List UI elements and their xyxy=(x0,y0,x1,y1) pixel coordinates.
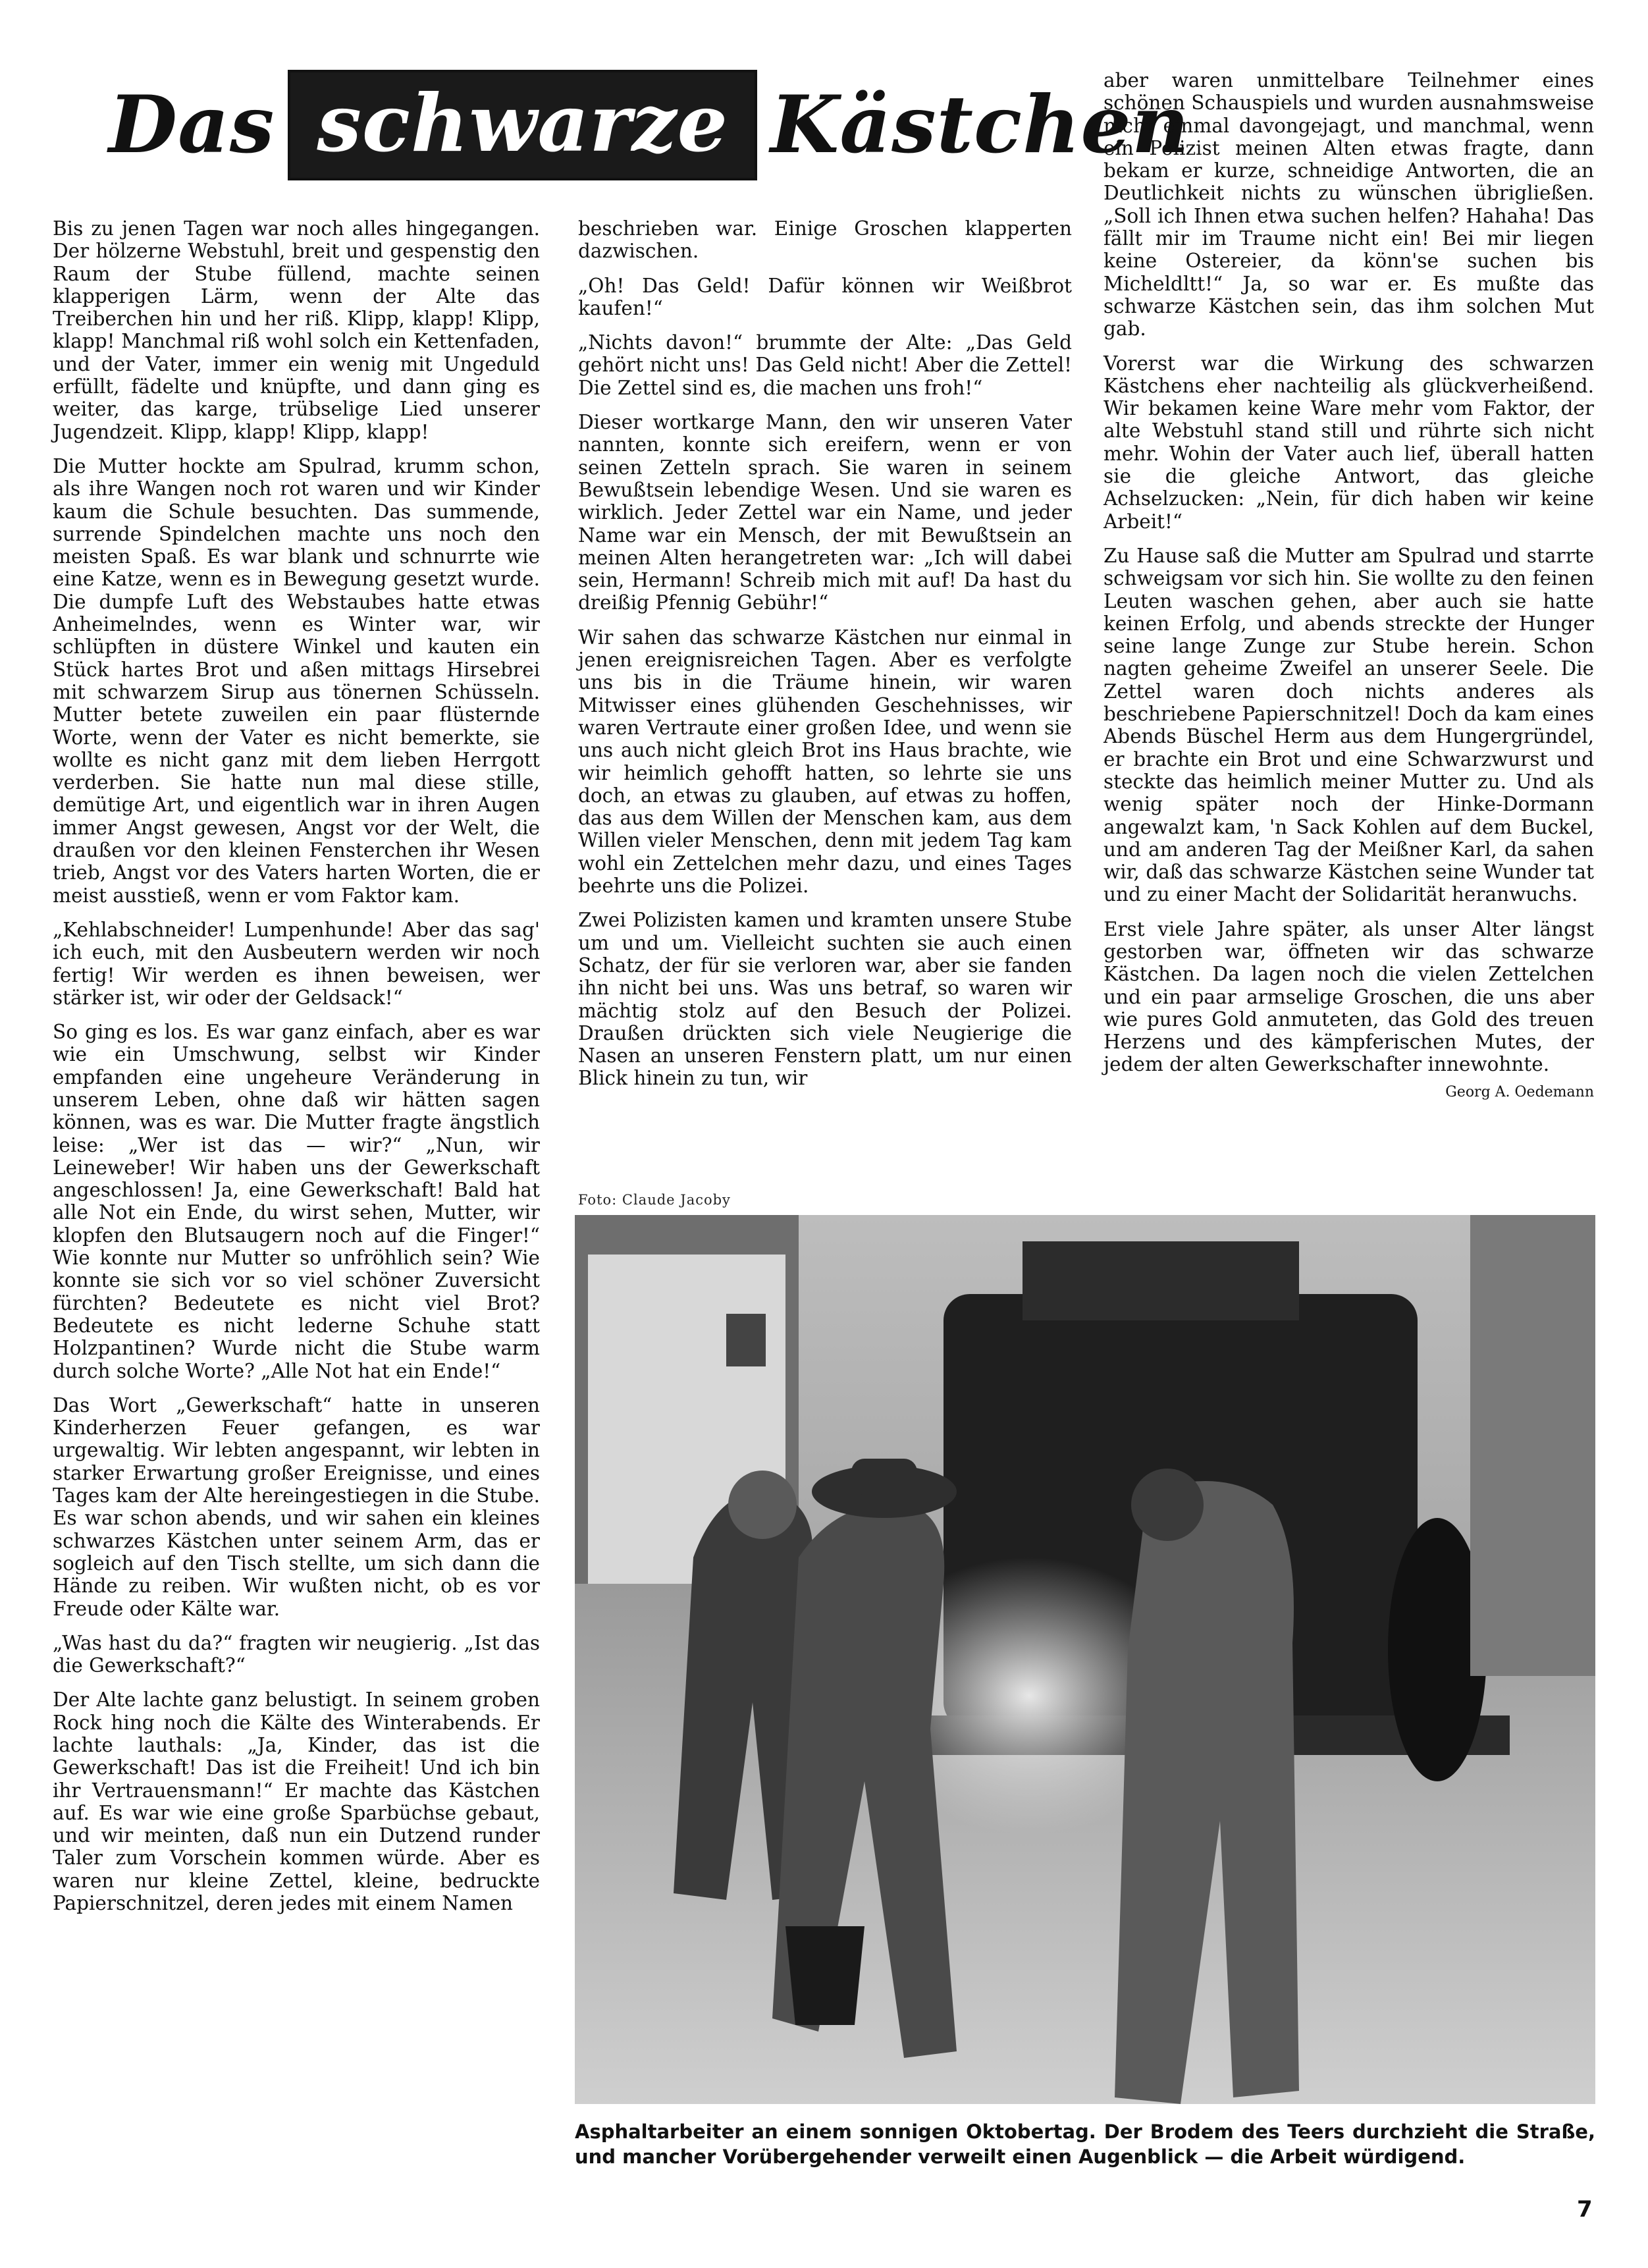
article-title xyxy=(109,66,1190,184)
author-byline: Georg A. Oedemann xyxy=(1445,1083,1594,1100)
title-word-kaestchen: Kästchen xyxy=(770,78,1190,171)
paragraph: Bis zu jenen Tagen war noch alles hingegangen. Der hölzerne Webstuhl, breit und gespenstig den Raum der Stube füllend, machte seinen klapperigen Lärm, wenn der Alte das Treiberchen hin und her riß. Klipp, klapp! Klipp, klapp! Manchmal riß wohl solch ein Kettenfaden, und der Vater, immer ein wenig mit Ungeduld erfüllt, fädelte und knüpfte, und dann ging es weiter, das karge, trübselige Lied unserer Jugendzeit. Klipp, klapp! Klipp, klapp! xyxy=(53,217,540,443)
worker-right-head xyxy=(1131,1469,1204,1541)
building-window xyxy=(726,1314,766,1366)
page-number: 7 xyxy=(1577,2196,1593,2223)
paragraph: Dieser wortkarge Mann, den wir unseren Vater nannten, konnte sich ereifern, wenn er von seinen Zetteln sprach. Sie waren in seinem Bewußtsein lebendige Wesen. Und sie waren es wirklich. Jeder Zettel war ein Name, und jeder Name war ein Mensch, der mit Bewußtsein an meinen Alten herangetreten war: „Ich will dabei sein, Hermann! Schreib mich mit auf! Da hast du dreißig Pfennig Gebühr!“ xyxy=(578,411,1072,614)
paragraph: „Was hast du da?“ fragten wir neugierig. „Ist das die Gewerkschaft?“ xyxy=(53,1631,540,1677)
paragraph: Das Wort „Gewerkschaft“ hatte in unseren Kinderherzen Feuer gefangen, es war urgewaltig. Wir lebten angespannt, wir lebten in starker Erwartung großer Ereignisse, und eines Tages kam der Alte hereingestiegen in die Stube. Es war schon abends, und wir sahen ein kleines schwarzes Kästchen unter seinem Arm, das er sogleich auf den Tisch stellte, um sich dann die Hände zu reiben. Wir wußten nicht, ob es vor Freude oder Kälte war. xyxy=(53,1393,540,1620)
photo-caption: Asphaltarbeiter an einem sonnigen Oktobertag. Der Brodem des Teers durchzieht die Straße, und mancher Vorübergehender verweilt einen Augenblick — die Arbeit würdigend. xyxy=(575,2120,1595,2168)
paragraph: Zu Hause saß die Mutter am Spulrad und starrte schweigsam vor sich hin. Sie wollte zu den feinen Leuten waschen gehen, aber auch sie hatte keinen Erfolg, und abends streckte der Hunger seine lange Zunge zur Stube herein. Schon nagten geheime Zweifel an unserer Seele. Die Zettel waren doch nichts anderes als beschriebene Papierschnitzel! Doch da kam eines Abends Büschel Herm aus dem Hungergründel, er brachte ein Brot und eine Schwarzwurst und steckte das heimlich meiner Mutter zu. Und als wenig später noch der Hinke-Dormann angewalzt kam, 'n Sack Kohlen auf dem Buckel, und am anderen Tag der Meißner Karl, da sahen wir, daß das schwarze Kästchen seine Wunder tat und zu einer Macht der Solidarität heranwuchs. xyxy=(1103,544,1594,906)
paragraph: Zwei Polizisten kamen und kramten unsere Stube um und um. Vielleicht suchten sie auch einen Schatz, der für sie verloren war, aber sie fanden ihn nicht bei uns. Was uns betraf, so waren wir mächtig stolz auf den Besuch der Polizei. Draußen drückten sich viele Neugierige die Nasen an unseren Fenstern platt, um nur einen Blick hinein zu tun, wir xyxy=(578,909,1072,1090)
title-word-das: Das xyxy=(109,78,275,171)
tar-bucket xyxy=(785,1926,864,2025)
asphalt-workers-photo xyxy=(575,1215,1595,2104)
title-word-schwarze: schwarze xyxy=(288,70,757,180)
worker-left-head xyxy=(728,1471,797,1539)
paragraph: Die Mutter hockte am Spulrad, krumm schon, als ihre Wangen noch rot waren und wir Kinder kaum die Schule besuchten. Das summende, surrende Spindelchen machte uns noch den meisten Spaß. Es war blank und schnurrte wie eine Katze, wenn es in Bewegung gesetzt wurde. Die dumpfe Luft des Webstaubes hatte etwas Anheimelndes, wenn es Winter war, wir schlüpften in düstere Winkel und kauten ein Stück hartes Brot und aßen mittags Hirsebrei mit schwarzem Sirup aus tönernen Schüsseln. Mutter betete zuweilen ein paar flüsternde Worte, wenn der Vater es nicht bemerkte, sie wollte es nicht ganz mit dem lieben Herrgott verderben. Sie hatte nun mal diese stille, demütige Art, und eigentlich war in ihren Augen immer Angst gewesen, Angst vor der Welt, die draußen vor den kleinen Fensterchen ihr Wesen trieb, Angst vor des Vaters harten Worten, die er meist ausstieß, wenn er vom Faktor kam. xyxy=(53,454,540,907)
text-column-3 xyxy=(1103,69,1594,1104)
photo-credit: Foto: Claude Jacoby xyxy=(578,1192,731,1208)
text-column-2 xyxy=(578,217,1072,1102)
paragraph: beschrieben war. Einige Groschen klapperten dazwischen. xyxy=(578,217,1072,263)
paragraph: „Oh! Das Geld! Dafür können wir Weißbrot kaufen!“ xyxy=(578,274,1072,319)
paragraph: aber waren unmittelbare Teilnehmer eines schönen Schauspiels und wurden ausnahmsweise nicht einmal davongejagt, und manchmal, wenn ein Polizist meinen Alten etwas fragte, dann bekam er kurze, schneidige Antworten, die an Deutlichkeit nichts zu wünschen übrigließen. „Soll ich Ihnen etwa suchen helfen? Hahaha! Das fällt mir im Traume nicht ein! Bei mir liegen keine Ostereier, da könn'se suchen bis Micheldltt!“ Ja, so war er. Es mußte das schwarze Kästchen sein, das ihm solchen Mut gab. xyxy=(1103,69,1594,340)
worker-middle-hat-crown xyxy=(851,1459,917,1495)
paragraph: Wir sahen das schwarze Kästchen nur einmal in jenen ereignisreichen Tagen. Aber es verfolgte uns bis in die Träume hinein, wir waren Mitwisser eines glühenden Geschehnisses, wir waren Vertraute einer großen Idee, und wenn sie uns auch nicht gleich Brot ins Haus brachte, wie wir heimlich gehofft hatten, so lehrte sie uns doch, an etwas zu glauben, auf etwas zu hoffen, das aus dem Willen der Menschen kam, aus dem Willen vieler Menschen, denn mit jedem Tag kam wohl ein Zettelchen mehr dazu, und eines Tages beehrte uns die Polizei. xyxy=(578,626,1072,898)
paragraph: „Kehlabschneider! Lumpenhunde! Aber das sag' ich euch, mit den Ausbeutern werden wir noch fertig! Wir werden es ihnen beweisen, wer stärker ist, wir oder der Geldsack!“ xyxy=(53,918,540,1009)
paragraph: Erst viele Jahre später, als unser Alter längst gestorben war, öffneten wir das schwarze Kästchen. Da lagen noch die vielen Zettelchen und ein paar armselige Groschen, die uns aber wie pures Gold anmuteten, das Gold des treuen Herzens und des kämpferischen Mutes, der jedem der alten Gewerkschafter innewohnte. xyxy=(1103,917,1594,1076)
tar-kettle-lid xyxy=(1023,1241,1299,1320)
text-column-1 xyxy=(53,217,540,1926)
paragraph: Der Alte lachte ganz belustigt. In seinem groben Rock hing noch die Kälte des Winterabends. Er lachte lauthals: „Ja, Kinder, das ist die Gewerkschaft! Das ist die Freiheit! Und ich bin ihr Vertrauensmann!“ Er machte das Kästchen auf. Es war wie eine große Sparbüchse gebaut, und wir meinten, daß nun ein Dutzend runder Taler zum Vorschein kommen würde. Aber es waren nur kleine Zettel, kleine, bedruckte Papierschnitzel, deren jedes mit einem Namen xyxy=(53,1688,540,1915)
paragraph: So ging es los. Es war ganz einfach, aber es war wie ein Umschwung, selbst wir Kinder empfanden eine ungeheure Veränderung in unserem Leben, ohne daß wir hätten sagen können, was es war. Die Mutter fragte ängstlich leise: „Wer ist das — wir?“ „Nun, wir Leineweber! Wir haben uns der Gewerkschaft angeschlossen! Ja, eine Gewerkschaft! Bald hat alle Not ein Ende, du wirst sehen, Mutter, wir klopfen den Blutsaugern noch auf die Finger!“ Wie konnte nur Mutter so unfröhlich sein? Wie konnte sie sich vor so viel schöner Zuversicht fürchten? Bedeutete es nicht viel Brot? Bedeutete es nicht lederne Schuhe statt Holzpantinen? Wurde nicht die Stube warm durch solche Worte? „Alle Not hat ein Ende!“ xyxy=(53,1021,540,1382)
paragraph: Vorerst war die Wirkung des schwarzen Kästchens eher nachteilig als glückverheißend. Wir bekamen keine Ware mehr vom Faktor, der alte Webstuhl stand still und rührte sich nicht mehr. Wohin der Vater auch lief, überall hatten sie die gleiche Antwort, das gleiche Achselzucken: „Nein, für dich haben wir keine Arbeit!“ xyxy=(1103,352,1594,533)
paragraph: „Nichts davon!“ brummte der Alte: „Das Geld gehört nicht uns! Das Geld nicht! Aber die Zettel! Die Zettel sind es, die machen uns froh!“ xyxy=(578,331,1072,399)
scaffold-right xyxy=(1470,1215,1595,1676)
